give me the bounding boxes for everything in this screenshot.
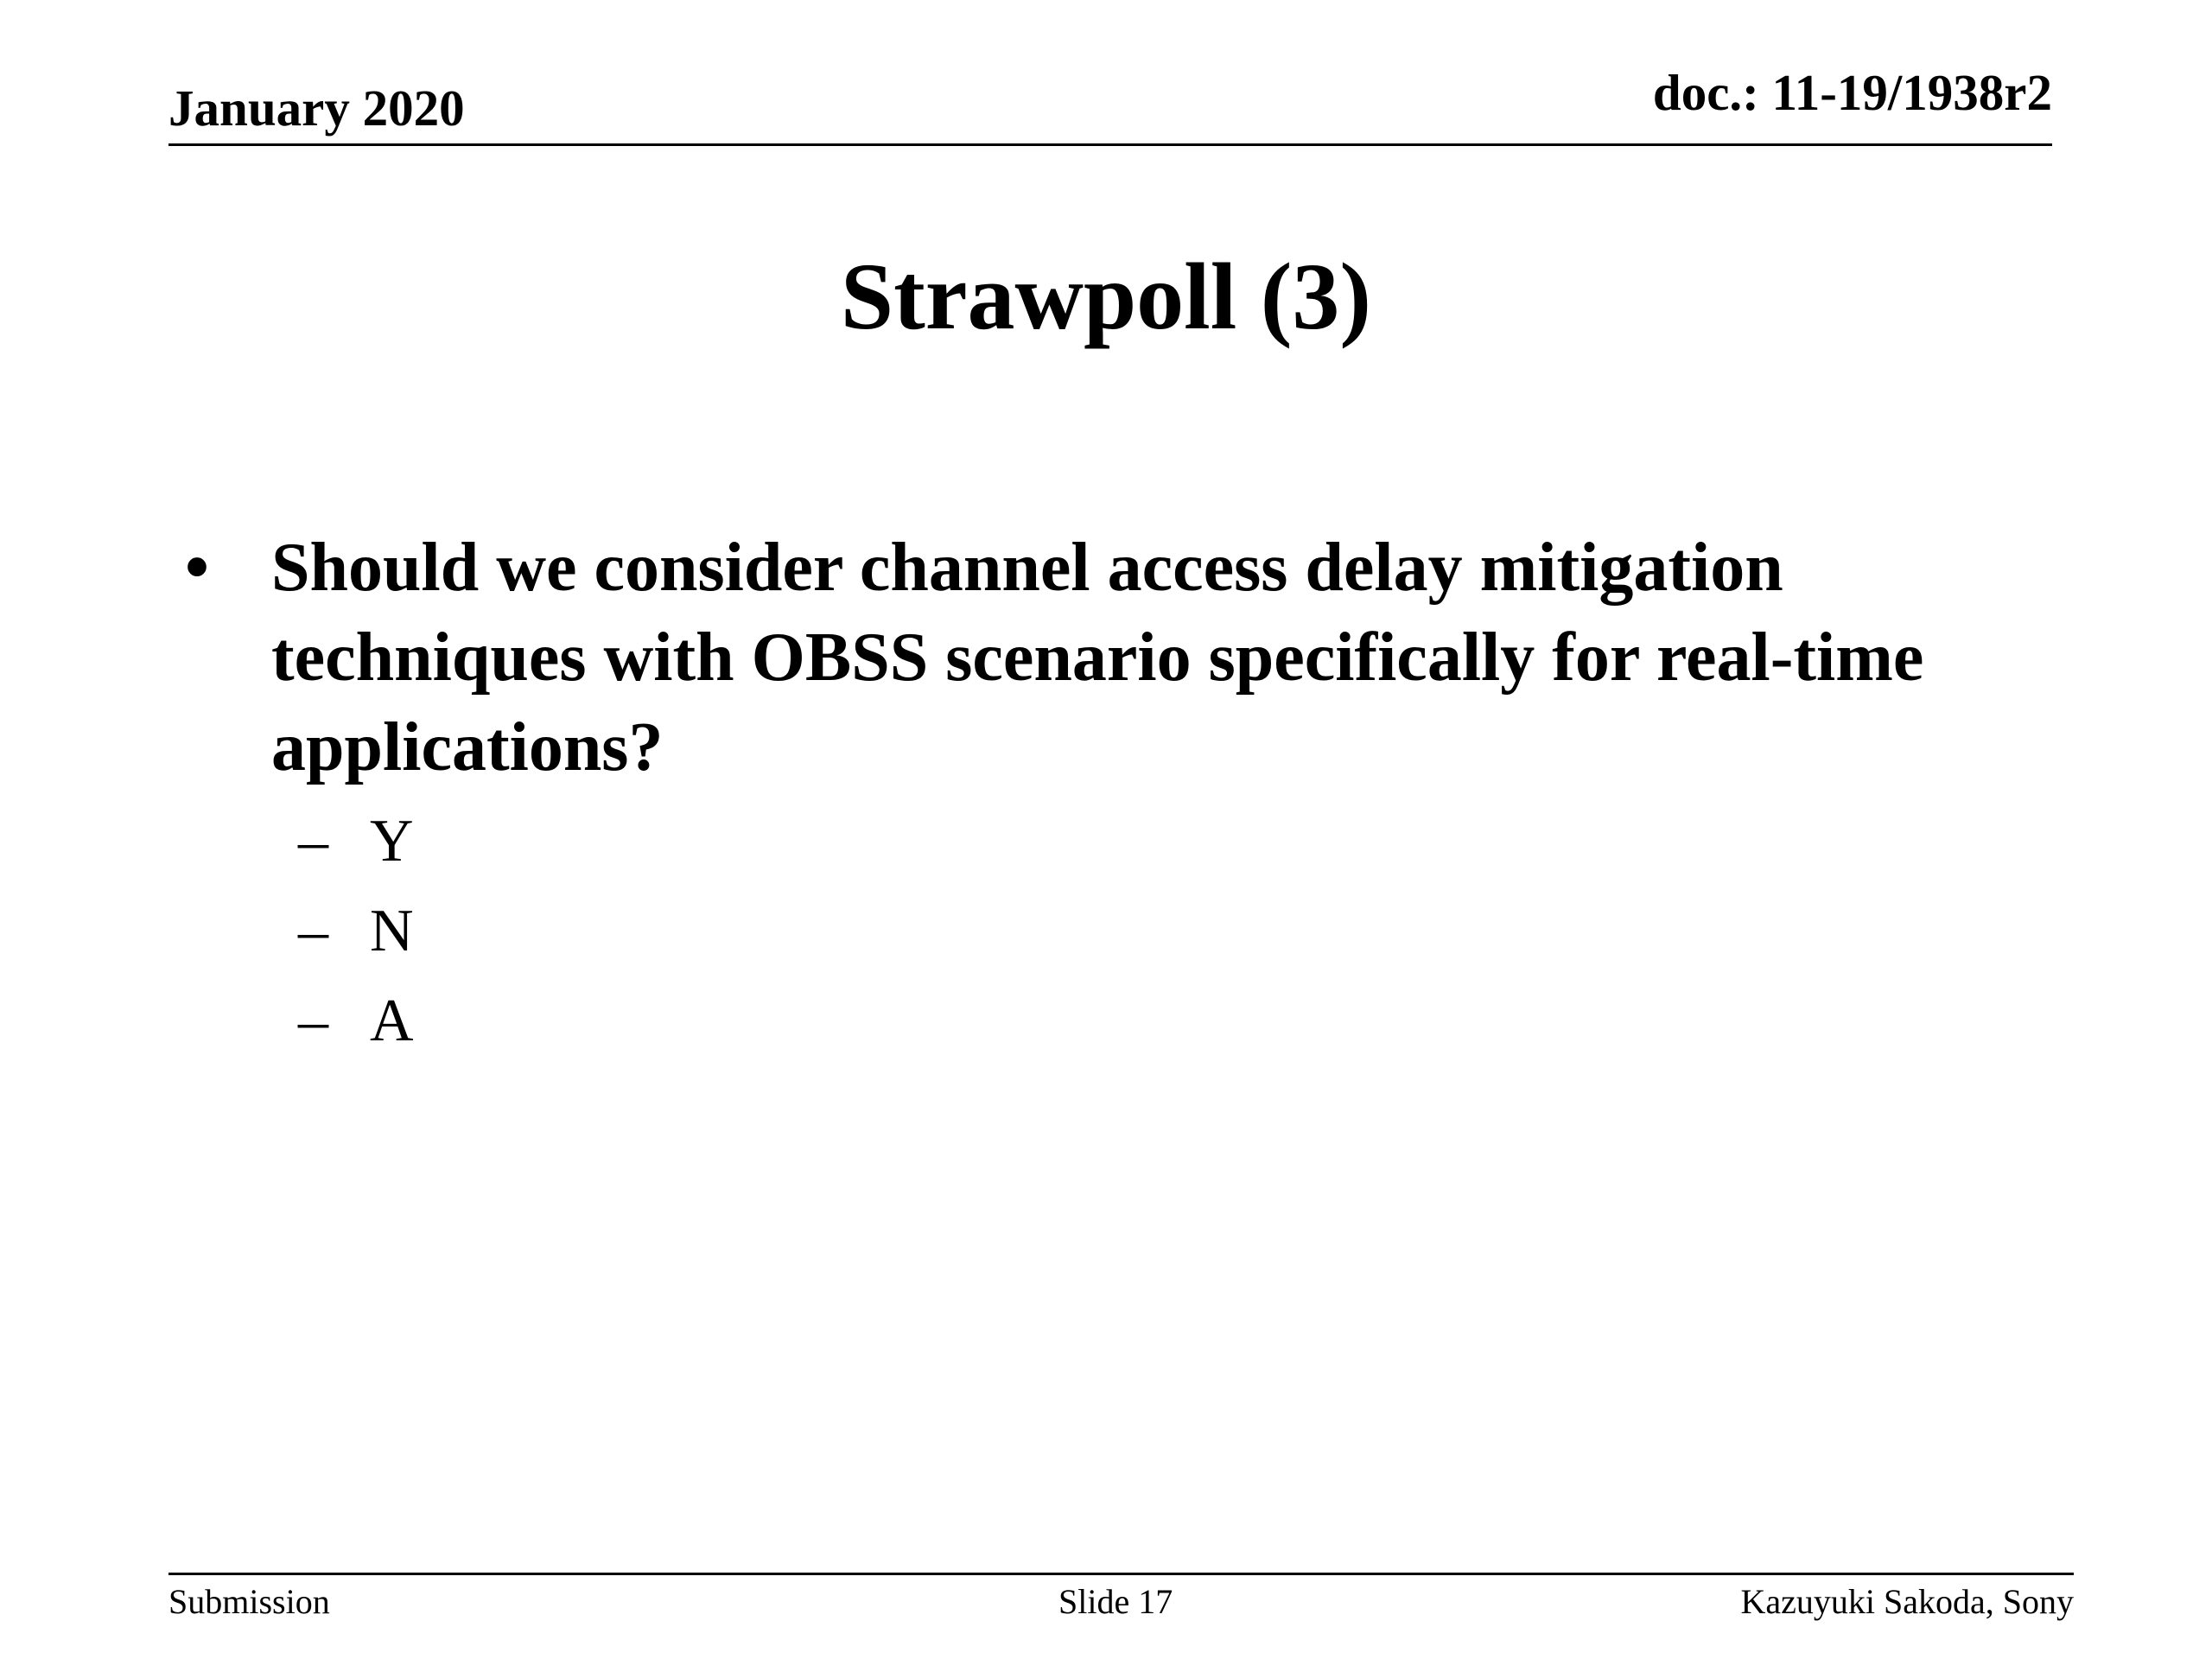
- footer-submission: Submission: [168, 1582, 330, 1621]
- footer-author: Kazuyuki Sakoda, Sony: [1740, 1582, 2074, 1621]
- option-label: A: [370, 988, 414, 1054]
- dash-marker: –: [298, 808, 328, 874]
- header-divider: [168, 143, 2052, 146]
- option-abstain: [298, 976, 414, 1066]
- option-yes: [298, 797, 414, 887]
- header-doc-id: doc.: 11-19/1938r2: [1652, 64, 2052, 121]
- option-label: Y: [370, 808, 414, 874]
- footer-divider: [168, 1573, 2074, 1575]
- footer-slide-number: Slide 17: [1058, 1582, 1173, 1621]
- header-date: January 2020: [168, 79, 465, 137]
- slide-title: Strawpoll (3): [840, 244, 1372, 349]
- bullet-item: [185, 523, 2077, 792]
- bullet-marker: •: [185, 530, 210, 606]
- answer-options: [298, 797, 414, 1066]
- bullet-text: Should we consider channel access delay mitigation techniques with OBSS scenario specifically for real-time applications?: [271, 530, 1924, 785]
- dash-marker: –: [298, 988, 328, 1054]
- dash-marker: –: [298, 898, 328, 964]
- option-no: [298, 887, 414, 976]
- option-label: N: [370, 898, 414, 964]
